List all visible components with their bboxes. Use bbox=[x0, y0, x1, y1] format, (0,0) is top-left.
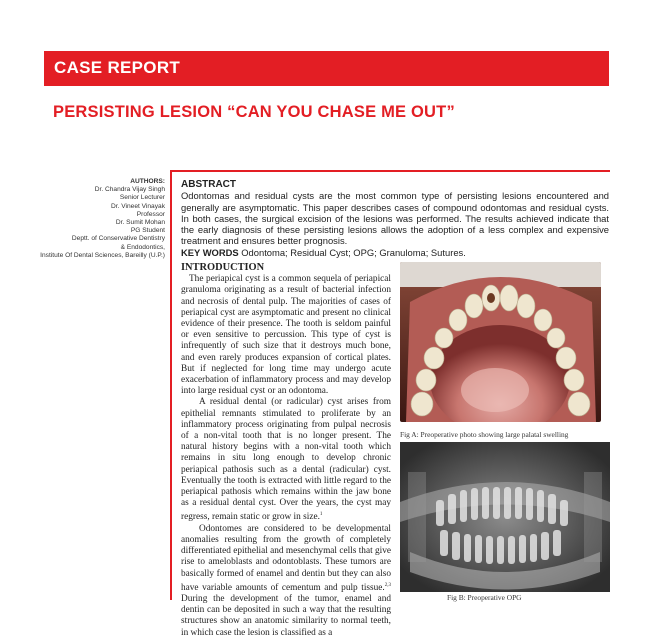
citation: 1 bbox=[319, 512, 323, 518]
authors-heading: AUTHORS: bbox=[130, 178, 165, 185]
author-line: Dr. Sumit Mohan bbox=[115, 219, 165, 227]
author-line: & Endodontics, bbox=[120, 243, 165, 251]
authors-block bbox=[30, 178, 165, 260]
keywords-label: KEY WORDS bbox=[181, 246, 239, 258]
abstract-text: Odontomas and residual cysts are the most common type of persisting lesions encountered and generally are asymptomatic. This paper describes cases of compound odontomas and residual cysts. In both cases, the surgical excision of the lesions was performed. The results achieved indicate that the early diagnosis of these persisting lesions allows the adoption of a less complex and expensive treatment and ensures better prognosis. bbox=[181, 190, 609, 247]
figure-b-opg bbox=[400, 442, 610, 592]
keywords-text: Odontoma; Residual Cyst; OPG; Granuloma; Sutures. bbox=[241, 246, 466, 258]
author-line: Deptt. of Conservative Dentistry bbox=[71, 235, 165, 243]
introduction-section bbox=[181, 262, 391, 639]
abstract-heading: ABSTRACT bbox=[181, 179, 236, 190]
author-line: Institute Of Dental Sciences, Bareilly (U.P.) bbox=[40, 251, 165, 259]
intro-paragraph-text: Odontomes are considered to be developmental anomalies resulting from the growth of completely differentiated epithelial and mesenchymal cells that give rise to ameloblasts and odontoblasts. These tumors are basically formed of enamel and dentin but they can also have variable amounts of cementum and pulp tissue. bbox=[181, 523, 391, 593]
intraoral-photo-image bbox=[400, 262, 601, 422]
figure-a-caption: Fig A: Preoperative photo showing large palatal swelling bbox=[400, 430, 569, 439]
citation: 2,3 bbox=[384, 582, 391, 588]
author-line: Professor bbox=[136, 210, 165, 218]
author-line: PG Student bbox=[130, 227, 165, 235]
author-line: Dr. Chandra Vijay Singh bbox=[94, 186, 165, 194]
case-report-banner bbox=[44, 51, 609, 86]
section-label: CASE REPORT bbox=[54, 58, 181, 77]
figure-b-caption: Fig B: Preoperative OPG bbox=[447, 593, 522, 602]
intro-paragraph-text: A residual dental (or radicular) cyst arises from epithelial remnants stimulated to proliferate by an inflammatory process originating from pulpal necrosis of a non-vital tooth that is no longer present. The natural history begins with a non-vital tooth which remains in situ long enough to develop chronic periapical pathosis such as a dental (radicular) cyst. Eventually the tooth is extracted with little regard to the periapical pathosis which remains within the jaw bone as a residual dental cyst. Over the years, the cyst may regress, remain static or grow in size. bbox=[181, 397, 391, 523]
article-title: PERSISTING LESION “CAN YOU CHASE ME OUT” bbox=[53, 103, 455, 121]
intro-paragraph bbox=[181, 524, 391, 639]
abstract-section bbox=[181, 179, 609, 258]
opg-xray-image bbox=[400, 442, 610, 592]
author-line: Dr. Vineet Vinayak bbox=[110, 202, 165, 210]
intro-paragraph: The periapical cyst is a common sequela of periapical granuloma originating as a result of bacterial infection and necrosis of dental pulp. The majorities of cases of periapical cyst are asymptomatic and present no clinical evidence of their presence. The tooth is seldom painful or even sensitive to percussion. This type of cyst is infrequently of such size that it destroys much bone, and even rarely produces expansion of cortical plates. But if neglected for long time may undergo acute exacerbation of inflammatory process and may develop into large residual cyst or an odontoma. bbox=[181, 274, 391, 397]
introduction-heading: INTRODUCTION bbox=[181, 262, 265, 273]
figure-a-photo bbox=[400, 262, 601, 422]
keywords bbox=[181, 247, 609, 258]
author-line: Senior Lecturer bbox=[119, 194, 165, 202]
intro-paragraph bbox=[181, 397, 391, 523]
intro-paragraph-text: During the development of the tumor, enamel and dentin can be deposited in such a way that the resulting structures show an anatomic similarity to normal teeth, in which case the lesion is classified as a bbox=[181, 594, 391, 638]
